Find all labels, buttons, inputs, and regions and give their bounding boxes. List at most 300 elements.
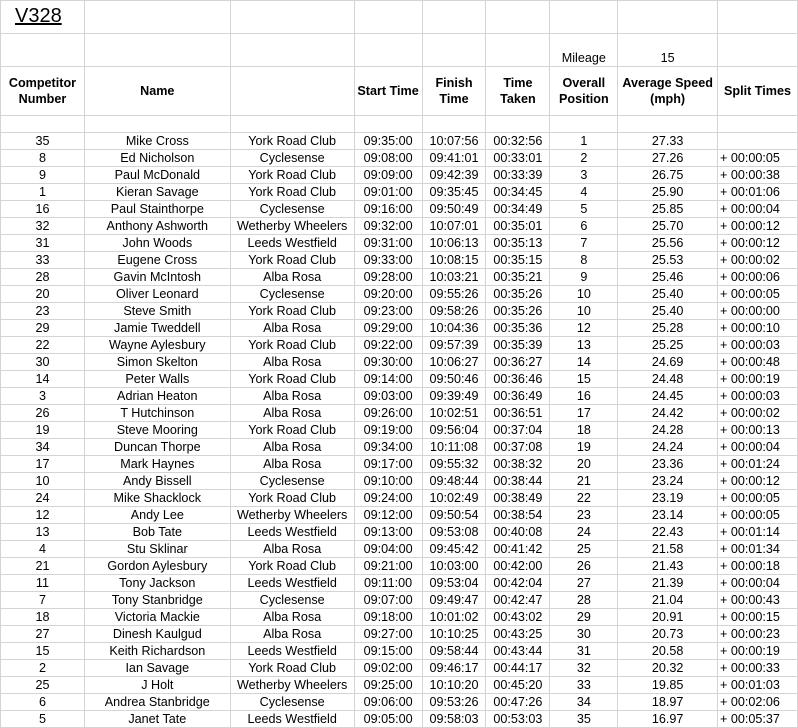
rider-name-cell[interactable]: Gordon Aylesbury	[84, 558, 230, 575]
club-cell[interactable]: Cyclesense	[230, 694, 354, 711]
time-taken-cell[interactable]: 00:40:08	[486, 524, 550, 541]
time-taken-cell[interactable]: 00:42:04	[486, 575, 550, 592]
finish-time-cell[interactable]: 10:03:21	[422, 269, 486, 286]
overall-position-cell[interactable]: 34	[550, 694, 618, 711]
overall-position-cell[interactable]: 9	[550, 269, 618, 286]
club-cell[interactable]: York Road Club	[230, 660, 354, 677]
finish-time-cell[interactable]: 09:42:39	[422, 167, 486, 184]
split-time-cell[interactable]: + 00:00:23	[717, 626, 797, 643]
time-taken-cell[interactable]: 00:53:03	[486, 711, 550, 728]
finish-time-cell[interactable]: 09:53:08	[422, 524, 486, 541]
rider-name-cell[interactable]: Tony Jackson	[84, 575, 230, 592]
competitor-number-cell[interactable]: 27	[1, 626, 85, 643]
average-speed-cell[interactable]: 25.70	[618, 218, 718, 235]
split-time-cell[interactable]	[717, 133, 797, 150]
club-cell[interactable]: Alba Rosa	[230, 609, 354, 626]
split-time-cell[interactable]: + 00:00:04	[717, 575, 797, 592]
average-speed-cell[interactable]: 25.40	[618, 303, 718, 320]
time-taken-cell[interactable]: 00:36:51	[486, 405, 550, 422]
empty-cell[interactable]	[230, 34, 354, 67]
club-cell[interactable]: Alba Rosa	[230, 541, 354, 558]
competitor-number-cell[interactable]: 24	[1, 490, 85, 507]
split-time-cell[interactable]: + 00:00:04	[717, 201, 797, 218]
time-taken-cell[interactable]: 00:34:45	[486, 184, 550, 201]
finish-time-cell[interactable]: 10:07:56	[422, 133, 486, 150]
header-competitor-number[interactable]: Competitor Number	[1, 67, 85, 116]
start-time-cell[interactable]: 09:09:00	[354, 167, 422, 184]
overall-position-cell[interactable]: 21	[550, 473, 618, 490]
average-speed-cell[interactable]: 25.53	[618, 252, 718, 269]
finish-time-cell[interactable]: 09:58:26	[422, 303, 486, 320]
competitor-number-cell[interactable]: 10	[1, 473, 85, 490]
empty-cell[interactable]	[422, 1, 486, 34]
competitor-number-cell[interactable]: 34	[1, 439, 85, 456]
empty-cell[interactable]	[550, 1, 618, 34]
overall-position-cell[interactable]: 1	[550, 133, 618, 150]
rider-name-cell[interactable]: Stu Sklinar	[84, 541, 230, 558]
club-cell[interactable]: Cyclesense	[230, 201, 354, 218]
split-time-cell[interactable]: + 00:05:37	[717, 711, 797, 728]
club-cell[interactable]: Alba Rosa	[230, 439, 354, 456]
split-time-cell[interactable]: + 00:02:06	[717, 694, 797, 711]
header-time-taken[interactable]: Time Taken	[486, 67, 550, 116]
average-speed-cell[interactable]: 20.91	[618, 609, 718, 626]
time-taken-cell[interactable]: 00:43:44	[486, 643, 550, 660]
rider-name-cell[interactable]: T Hutchinson	[84, 405, 230, 422]
competitor-number-cell[interactable]: 15	[1, 643, 85, 660]
rider-name-cell[interactable]: Kieran Savage	[84, 184, 230, 201]
rider-name-cell[interactable]: Ed Nicholson	[84, 150, 230, 167]
club-cell[interactable]: Wetherby Wheelers	[230, 507, 354, 524]
finish-time-cell[interactable]: 10:10:20	[422, 677, 486, 694]
competitor-number-cell[interactable]: 20	[1, 286, 85, 303]
time-taken-cell[interactable]: 00:33:39	[486, 167, 550, 184]
rider-name-cell[interactable]: Peter Walls	[84, 371, 230, 388]
competitor-number-cell[interactable]: 32	[1, 218, 85, 235]
competitor-number-cell[interactable]: 4	[1, 541, 85, 558]
header-split-times[interactable]: Split Times	[717, 67, 797, 116]
start-time-cell[interactable]: 09:25:00	[354, 677, 422, 694]
finish-time-cell[interactable]: 10:03:00	[422, 558, 486, 575]
finish-time-cell[interactable]: 09:50:49	[422, 201, 486, 218]
start-time-cell[interactable]: 09:33:00	[354, 252, 422, 269]
start-time-cell[interactable]: 09:27:00	[354, 626, 422, 643]
competitor-number-cell[interactable]: 23	[1, 303, 85, 320]
empty-cell[interactable]	[230, 1, 354, 34]
start-time-cell[interactable]: 09:19:00	[354, 422, 422, 439]
empty-cell[interactable]	[618, 1, 718, 34]
split-time-cell[interactable]: + 00:00:18	[717, 558, 797, 575]
competitor-number-cell[interactable]: 21	[1, 558, 85, 575]
finish-time-cell[interactable]: 09:41:01	[422, 150, 486, 167]
split-time-cell[interactable]: + 00:00:19	[717, 643, 797, 660]
time-taken-cell[interactable]: 00:38:32	[486, 456, 550, 473]
empty-cell[interactable]	[84, 116, 230, 133]
competitor-number-cell[interactable]: 12	[1, 507, 85, 524]
overall-position-cell[interactable]: 31	[550, 643, 618, 660]
time-taken-cell[interactable]: 00:35:01	[486, 218, 550, 235]
header-club[interactable]	[230, 67, 354, 116]
empty-cell[interactable]	[354, 1, 422, 34]
finish-time-cell[interactable]: 10:06:13	[422, 235, 486, 252]
overall-position-cell[interactable]: 5	[550, 201, 618, 218]
time-taken-cell[interactable]: 00:42:47	[486, 592, 550, 609]
average-speed-cell[interactable]: 24.28	[618, 422, 718, 439]
average-speed-cell[interactable]: 24.24	[618, 439, 718, 456]
club-cell[interactable]: Alba Rosa	[230, 269, 354, 286]
rider-name-cell[interactable]: Jamie Tweddell	[84, 320, 230, 337]
overall-position-cell[interactable]: 4	[550, 184, 618, 201]
start-time-cell[interactable]: 09:31:00	[354, 235, 422, 252]
split-time-cell[interactable]: + 00:00:13	[717, 422, 797, 439]
split-time-cell[interactable]: + 00:01:24	[717, 456, 797, 473]
time-taken-cell[interactable]: 00:43:02	[486, 609, 550, 626]
competitor-number-cell[interactable]: 25	[1, 677, 85, 694]
club-cell[interactable]: Alba Rosa	[230, 354, 354, 371]
average-speed-cell[interactable]: 21.04	[618, 592, 718, 609]
average-speed-cell[interactable]: 25.56	[618, 235, 718, 252]
overall-position-cell[interactable]: 35	[550, 711, 618, 728]
time-taken-cell[interactable]: 00:37:04	[486, 422, 550, 439]
finish-time-cell[interactable]: 09:39:49	[422, 388, 486, 405]
split-time-cell[interactable]: + 00:00:38	[717, 167, 797, 184]
rider-name-cell[interactable]: Andy Bissell	[84, 473, 230, 490]
finish-time-cell[interactable]: 10:10:25	[422, 626, 486, 643]
mileage-value[interactable]: 15	[618, 34, 718, 67]
start-time-cell[interactable]: 09:21:00	[354, 558, 422, 575]
split-time-cell[interactable]: + 00:00:15	[717, 609, 797, 626]
average-speed-cell[interactable]: 23.14	[618, 507, 718, 524]
club-cell[interactable]: York Road Club	[230, 133, 354, 150]
rider-name-cell[interactable]: Victoria Mackie	[84, 609, 230, 626]
start-time-cell[interactable]: 09:10:00	[354, 473, 422, 490]
overall-position-cell[interactable]: 22	[550, 490, 618, 507]
average-speed-cell[interactable]: 21.58	[618, 541, 718, 558]
competitor-number-cell[interactable]: 22	[1, 337, 85, 354]
time-taken-cell[interactable]: 00:35:21	[486, 269, 550, 286]
split-time-cell[interactable]: + 00:00:05	[717, 507, 797, 524]
rider-name-cell[interactable]: J Holt	[84, 677, 230, 694]
time-taken-cell[interactable]: 00:36:46	[486, 371, 550, 388]
average-speed-cell[interactable]: 24.48	[618, 371, 718, 388]
empty-cell[interactable]	[422, 34, 486, 67]
time-taken-cell[interactable]: 00:38:54	[486, 507, 550, 524]
finish-time-cell[interactable]: 10:08:15	[422, 252, 486, 269]
competitor-number-cell[interactable]: 30	[1, 354, 85, 371]
overall-position-cell[interactable]: 28	[550, 592, 618, 609]
split-time-cell[interactable]: + 00:01:06	[717, 184, 797, 201]
start-time-cell[interactable]: 09:01:00	[354, 184, 422, 201]
time-taken-cell[interactable]: 00:33:01	[486, 150, 550, 167]
finish-time-cell[interactable]: 09:50:54	[422, 507, 486, 524]
start-time-cell[interactable]: 09:35:00	[354, 133, 422, 150]
average-speed-cell[interactable]: 27.26	[618, 150, 718, 167]
empty-cell[interactable]	[354, 34, 422, 67]
competitor-number-cell[interactable]: 1	[1, 184, 85, 201]
empty-cell[interactable]	[486, 116, 550, 133]
competitor-number-cell[interactable]: 18	[1, 609, 85, 626]
overall-position-cell[interactable]: 3	[550, 167, 618, 184]
finish-time-cell[interactable]: 09:49:47	[422, 592, 486, 609]
split-time-cell[interactable]: + 00:00:43	[717, 592, 797, 609]
header-start-time[interactable]: Start Time	[354, 67, 422, 116]
competitor-number-cell[interactable]: 33	[1, 252, 85, 269]
average-speed-cell[interactable]: 21.39	[618, 575, 718, 592]
time-taken-cell[interactable]: 00:35:15	[486, 252, 550, 269]
split-time-cell[interactable]: + 00:00:05	[717, 150, 797, 167]
header-average-speed[interactable]: Average Speed (mph)	[618, 67, 718, 116]
competitor-number-cell[interactable]: 2	[1, 660, 85, 677]
split-time-cell[interactable]: + 00:00:19	[717, 371, 797, 388]
overall-position-cell[interactable]: 23	[550, 507, 618, 524]
empty-cell[interactable]	[717, 34, 797, 67]
rider-name-cell[interactable]: Mike Cross	[84, 133, 230, 150]
time-taken-cell[interactable]: 00:32:56	[486, 133, 550, 150]
start-time-cell[interactable]: 09:22:00	[354, 337, 422, 354]
time-taken-cell[interactable]: 00:43:25	[486, 626, 550, 643]
rider-name-cell[interactable]: Simon Skelton	[84, 354, 230, 371]
competitor-number-cell[interactable]: 11	[1, 575, 85, 592]
competitor-number-cell[interactable]: 16	[1, 201, 85, 218]
empty-cell[interactable]	[1, 34, 85, 67]
start-time-cell[interactable]: 09:03:00	[354, 388, 422, 405]
overall-position-cell[interactable]: 33	[550, 677, 618, 694]
average-speed-cell[interactable]: 23.24	[618, 473, 718, 490]
average-speed-cell[interactable]: 25.25	[618, 337, 718, 354]
overall-position-cell[interactable]: 7	[550, 235, 618, 252]
finish-time-cell[interactable]: 09:58:03	[422, 711, 486, 728]
average-speed-cell[interactable]: 25.40	[618, 286, 718, 303]
split-time-cell[interactable]: + 00:00:12	[717, 235, 797, 252]
start-time-cell[interactable]: 09:28:00	[354, 269, 422, 286]
start-time-cell[interactable]: 09:05:00	[354, 711, 422, 728]
start-time-cell[interactable]: 09:34:00	[354, 439, 422, 456]
average-speed-cell[interactable]: 20.32	[618, 660, 718, 677]
overall-position-cell[interactable]: 26	[550, 558, 618, 575]
competitor-number-cell[interactable]: 35	[1, 133, 85, 150]
finish-time-cell[interactable]: 09:53:04	[422, 575, 486, 592]
rider-name-cell[interactable]: Oliver Leonard	[84, 286, 230, 303]
start-time-cell[interactable]: 09:18:00	[354, 609, 422, 626]
rider-name-cell[interactable]: Ian Savage	[84, 660, 230, 677]
overall-position-cell[interactable]: 16	[550, 388, 618, 405]
overall-position-cell[interactable]: 29	[550, 609, 618, 626]
start-time-cell[interactable]: 09:02:00	[354, 660, 422, 677]
split-time-cell[interactable]: + 00:01:34	[717, 541, 797, 558]
time-taken-cell[interactable]: 00:35:36	[486, 320, 550, 337]
time-taken-cell[interactable]: 00:37:08	[486, 439, 550, 456]
mileage-label[interactable]: Mileage	[550, 34, 618, 67]
club-cell[interactable]: York Road Club	[230, 490, 354, 507]
rider-name-cell[interactable]: Gavin McIntosh	[84, 269, 230, 286]
rider-name-cell[interactable]: Andy Lee	[84, 507, 230, 524]
club-cell[interactable]: York Road Club	[230, 558, 354, 575]
rider-name-cell[interactable]: Paul Stainthorpe	[84, 201, 230, 218]
start-time-cell[interactable]: 09:24:00	[354, 490, 422, 507]
finish-time-cell[interactable]: 09:48:44	[422, 473, 486, 490]
club-cell[interactable]: York Road Club	[230, 167, 354, 184]
rider-name-cell[interactable]: Mike Shacklock	[84, 490, 230, 507]
finish-time-cell[interactable]: 09:35:45	[422, 184, 486, 201]
average-speed-cell[interactable]: 19.85	[618, 677, 718, 694]
rider-name-cell[interactable]: Duncan Thorpe	[84, 439, 230, 456]
rider-name-cell[interactable]: Adrian Heaton	[84, 388, 230, 405]
finish-time-cell[interactable]: 09:58:44	[422, 643, 486, 660]
rider-name-cell[interactable]: Andrea Stanbridge	[84, 694, 230, 711]
club-cell[interactable]: Alba Rosa	[230, 626, 354, 643]
competitor-number-cell[interactable]: 5	[1, 711, 85, 728]
header-finish-time[interactable]: Finish Time	[422, 67, 486, 116]
club-cell[interactable]: York Road Club	[230, 184, 354, 201]
rider-name-cell[interactable]: Eugene Cross	[84, 252, 230, 269]
empty-cell[interactable]	[486, 34, 550, 67]
rider-name-cell[interactable]: Janet Tate	[84, 711, 230, 728]
finish-time-cell[interactable]: 10:01:02	[422, 609, 486, 626]
competitor-number-cell[interactable]: 8	[1, 150, 85, 167]
empty-cell[interactable]	[354, 116, 422, 133]
start-time-cell[interactable]: 09:11:00	[354, 575, 422, 592]
start-time-cell[interactable]: 09:23:00	[354, 303, 422, 320]
club-cell[interactable]: Alba Rosa	[230, 405, 354, 422]
overall-position-cell[interactable]: 25	[550, 541, 618, 558]
start-time-cell[interactable]: 09:13:00	[354, 524, 422, 541]
split-time-cell[interactable]: + 00:00:00	[717, 303, 797, 320]
empty-cell[interactable]	[84, 1, 230, 34]
club-cell[interactable]: Leeds Westfield	[230, 524, 354, 541]
start-time-cell[interactable]: 09:06:00	[354, 694, 422, 711]
club-cell[interactable]: Cyclesense	[230, 592, 354, 609]
competitor-number-cell[interactable]: 3	[1, 388, 85, 405]
time-taken-cell[interactable]: 00:34:49	[486, 201, 550, 218]
club-cell[interactable]: Cyclesense	[230, 473, 354, 490]
time-taken-cell[interactable]: 00:36:27	[486, 354, 550, 371]
split-time-cell[interactable]: + 00:00:04	[717, 439, 797, 456]
start-time-cell[interactable]: 09:12:00	[354, 507, 422, 524]
rider-name-cell[interactable]: Steve Mooring	[84, 422, 230, 439]
club-cell[interactable]: Leeds Westfield	[230, 575, 354, 592]
overall-position-cell[interactable]: 14	[550, 354, 618, 371]
empty-cell[interactable]	[618, 116, 718, 133]
club-cell[interactable]: York Road Club	[230, 252, 354, 269]
rider-name-cell[interactable]: Mark Haynes	[84, 456, 230, 473]
club-cell[interactable]: York Road Club	[230, 422, 354, 439]
split-time-cell[interactable]: + 00:00:48	[717, 354, 797, 371]
rider-name-cell[interactable]: John Woods	[84, 235, 230, 252]
club-cell[interactable]: Leeds Westfield	[230, 643, 354, 660]
average-speed-cell[interactable]: 20.58	[618, 643, 718, 660]
overall-position-cell[interactable]: 27	[550, 575, 618, 592]
split-time-cell[interactable]: + 00:00:12	[717, 473, 797, 490]
club-cell[interactable]: Alba Rosa	[230, 320, 354, 337]
overall-position-cell[interactable]: 13	[550, 337, 618, 354]
start-time-cell[interactable]: 09:14:00	[354, 371, 422, 388]
split-time-cell[interactable]: + 00:01:03	[717, 677, 797, 694]
average-speed-cell[interactable]: 18.97	[618, 694, 718, 711]
start-time-cell[interactable]: 09:17:00	[354, 456, 422, 473]
rider-name-cell[interactable]: Dinesh Kaulgud	[84, 626, 230, 643]
start-time-cell[interactable]: 09:30:00	[354, 354, 422, 371]
overall-position-cell[interactable]: 8	[550, 252, 618, 269]
start-time-cell[interactable]: 09:16:00	[354, 201, 422, 218]
header-name[interactable]: Name	[84, 67, 230, 116]
rider-name-cell[interactable]: Anthony Ashworth	[84, 218, 230, 235]
club-cell[interactable]: Wetherby Wheelers	[230, 677, 354, 694]
club-cell[interactable]: Alba Rosa	[230, 388, 354, 405]
split-time-cell[interactable]: + 00:00:03	[717, 337, 797, 354]
time-taken-cell[interactable]: 00:35:13	[486, 235, 550, 252]
competitor-number-cell[interactable]: 7	[1, 592, 85, 609]
finish-time-cell[interactable]: 09:53:26	[422, 694, 486, 711]
average-speed-cell[interactable]: 25.46	[618, 269, 718, 286]
finish-time-cell[interactable]: 09:45:42	[422, 541, 486, 558]
empty-cell[interactable]	[717, 116, 797, 133]
club-cell[interactable]: Cyclesense	[230, 150, 354, 167]
rider-name-cell[interactable]: Bob Tate	[84, 524, 230, 541]
average-speed-cell[interactable]: 22.43	[618, 524, 718, 541]
competitor-number-cell[interactable]: 13	[1, 524, 85, 541]
time-taken-cell[interactable]: 00:41:42	[486, 541, 550, 558]
overall-position-cell[interactable]: 10	[550, 286, 618, 303]
empty-cell[interactable]	[486, 1, 550, 34]
split-time-cell[interactable]: + 00:00:12	[717, 218, 797, 235]
competitor-number-cell[interactable]: 26	[1, 405, 85, 422]
overall-position-cell[interactable]: 20	[550, 456, 618, 473]
empty-cell[interactable]	[422, 116, 486, 133]
average-speed-cell[interactable]: 24.42	[618, 405, 718, 422]
competitor-number-cell[interactable]: 9	[1, 167, 85, 184]
time-taken-cell[interactable]: 00:42:00	[486, 558, 550, 575]
time-taken-cell[interactable]: 00:44:17	[486, 660, 550, 677]
finish-time-cell[interactable]: 10:11:08	[422, 439, 486, 456]
club-cell[interactable]: York Road Club	[230, 337, 354, 354]
finish-time-cell[interactable]: 09:55:32	[422, 456, 486, 473]
finish-time-cell[interactable]: 10:07:01	[422, 218, 486, 235]
rider-name-cell[interactable]: Tony Stanbridge	[84, 592, 230, 609]
average-speed-cell[interactable]: 23.19	[618, 490, 718, 507]
competitor-number-cell[interactable]: 6	[1, 694, 85, 711]
competitor-number-cell[interactable]: 19	[1, 422, 85, 439]
club-cell[interactable]: Leeds Westfield	[230, 711, 354, 728]
average-speed-cell[interactable]: 24.45	[618, 388, 718, 405]
overall-position-cell[interactable]: 24	[550, 524, 618, 541]
start-time-cell[interactable]: 09:32:00	[354, 218, 422, 235]
time-taken-cell[interactable]: 00:47:26	[486, 694, 550, 711]
rider-name-cell[interactable]: Keith Richardson	[84, 643, 230, 660]
competitor-number-cell[interactable]: 31	[1, 235, 85, 252]
average-speed-cell[interactable]: 21.43	[618, 558, 718, 575]
overall-position-cell[interactable]: 30	[550, 626, 618, 643]
overall-position-cell[interactable]: 18	[550, 422, 618, 439]
club-cell[interactable]: York Road Club	[230, 303, 354, 320]
average-speed-cell[interactable]: 25.28	[618, 320, 718, 337]
split-time-cell[interactable]: + 00:01:14	[717, 524, 797, 541]
time-taken-cell[interactable]: 00:38:44	[486, 473, 550, 490]
overall-position-cell[interactable]: 15	[550, 371, 618, 388]
start-time-cell[interactable]: 09:20:00	[354, 286, 422, 303]
average-speed-cell[interactable]: 27.33	[618, 133, 718, 150]
finish-time-cell[interactable]: 09:50:46	[422, 371, 486, 388]
finish-time-cell[interactable]: 09:56:04	[422, 422, 486, 439]
competitor-number-cell[interactable]: 17	[1, 456, 85, 473]
sheet-title-cell[interactable]	[1, 1, 85, 34]
overall-position-cell[interactable]: 19	[550, 439, 618, 456]
split-time-cell[interactable]: + 00:00:10	[717, 320, 797, 337]
start-time-cell[interactable]: 09:15:00	[354, 643, 422, 660]
empty-cell[interactable]	[1, 116, 85, 133]
split-time-cell[interactable]: + 00:00:03	[717, 388, 797, 405]
club-cell[interactable]: Alba Rosa	[230, 456, 354, 473]
average-speed-cell[interactable]: 16.97	[618, 711, 718, 728]
